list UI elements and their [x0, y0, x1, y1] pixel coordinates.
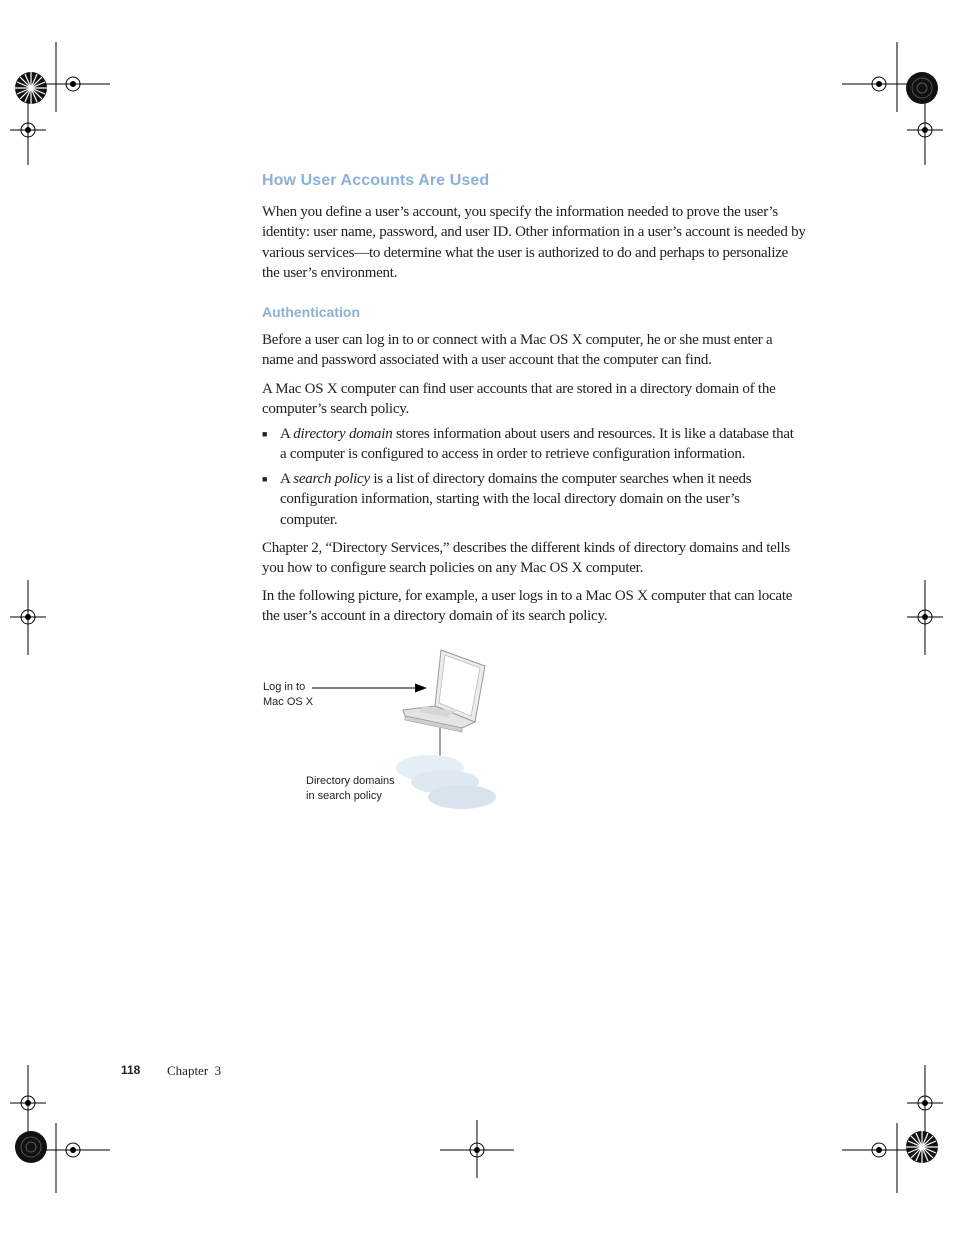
authentication-paragraph-3: Chapter 2, “Directory Services,” describes the different kinds of directory domains and tells you how to configure search policies on any Mac OS X computer.	[262, 540, 790, 577]
domains-label: Directory domains in search policy	[306, 775, 395, 802]
list-item	[262, 469, 807, 531]
authentication-paragraph-1: Before a user can log in to or connect with a Mac OS X computer, he or she must enter a name and password associated with a user account that the computer can find.	[262, 332, 773, 369]
term-search-policy: search policy	[293, 471, 370, 487]
chapter-label: Chapter 3	[167, 1063, 222, 1078]
bullet-mark: ■	[262, 429, 268, 439]
authentication-paragraph-4: In the following picture, for example, a user logs in to a Mac OS X computer that can locate the user’s account in a directory domain of its search policy.	[262, 588, 793, 625]
list-item	[262, 424, 807, 466]
bullet-text: A search policy is a list of directory domains the computer searches when it needs configuration information, starting with the local directory domain on the user’s computer.	[280, 471, 752, 528]
bullet-text: A directory domain stores information about users and resources. It is like a database that a computer is configured to access in order to retrieve configuration information.	[280, 426, 794, 463]
bullet-mark: ■	[262, 474, 268, 484]
login-diagram	[255, 640, 515, 820]
authentication-heading: Authentication	[262, 304, 360, 320]
authentication-paragraph-2: A Mac OS X computer can find user accounts that are stored in a directory domain of the computer’s search policy.	[262, 381, 776, 418]
directory-domain-ellipse	[428, 785, 496, 809]
intro-paragraph: When you define a user’s account, you specify the information needed to prove the user’s identity: user name, password, and user ID. Other information in a user’s account is needed by various services—to determine what the user is authorized to do and perhaps to personalize the user’s environment.	[262, 204, 806, 281]
login-label: Log in to Mac OS X	[263, 681, 314, 708]
term-directory-domain: directory domain	[293, 426, 393, 442]
page-number: 118	[121, 1063, 141, 1077]
arrow-head-icon	[415, 684, 427, 693]
section-title: How User Accounts Are Used	[262, 172, 490, 189]
